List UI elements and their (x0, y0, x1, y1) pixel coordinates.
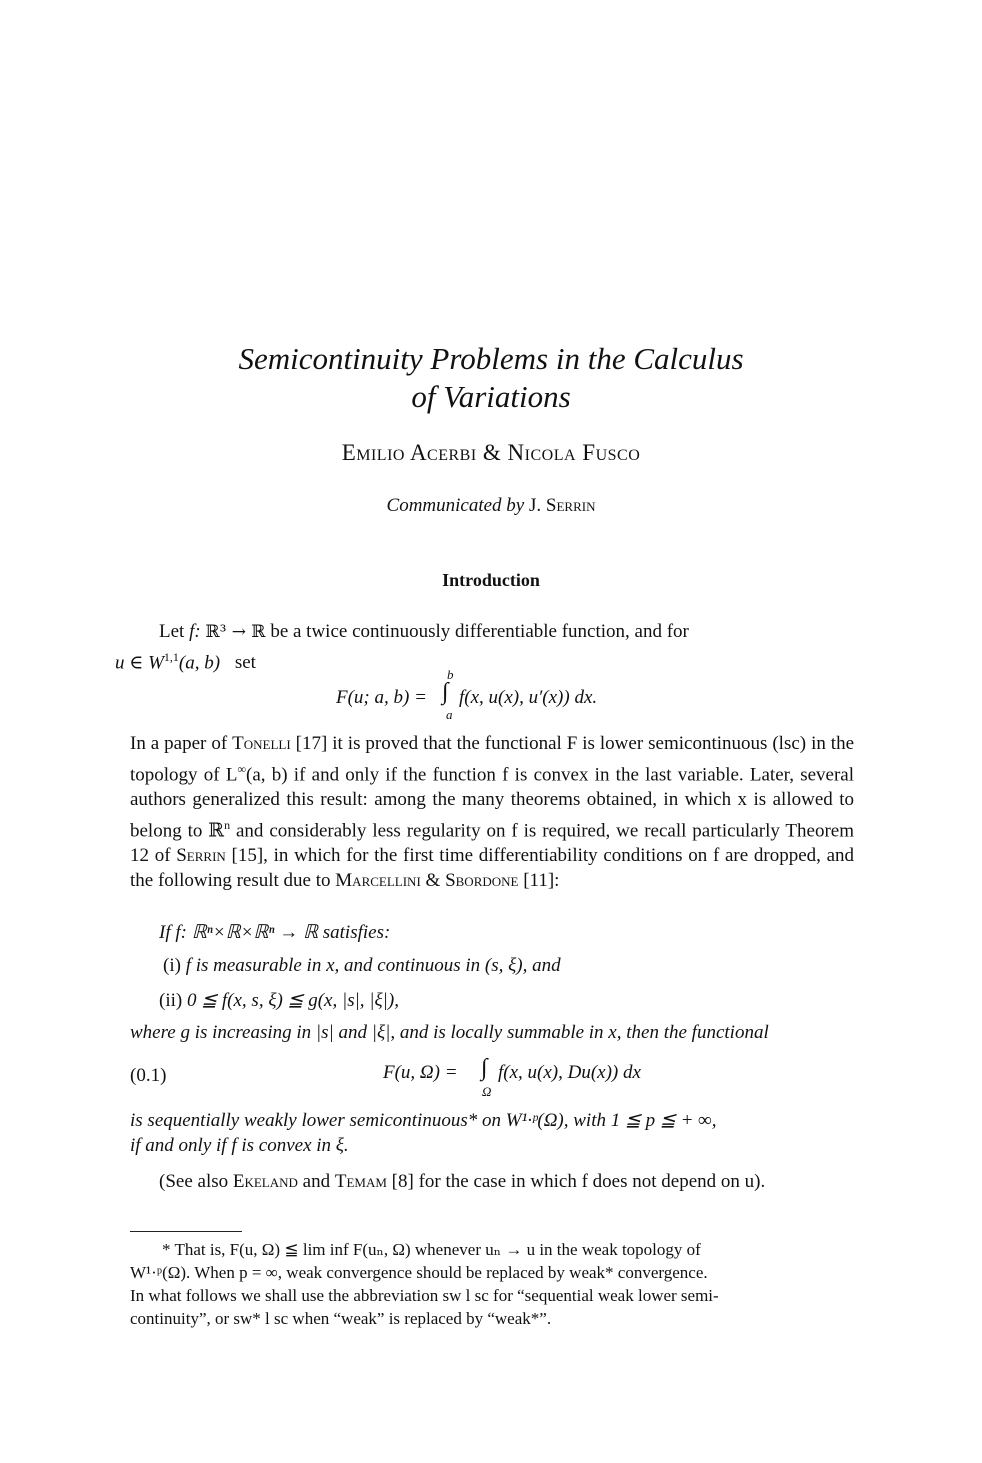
p2-author-ekeland: Ekeland (232, 1171, 298, 1192)
paper-title-line-2: of Variations (411, 379, 571, 414)
p1-text-b: [17] it is proved that the functional F is lower semicontinuous (lsc) in the topology of L (130, 733, 855, 786)
theorem-cond-i (163, 953, 561, 978)
p1-text-a: In a paper of (130, 733, 228, 754)
footnote-rule (130, 1231, 242, 1232)
eq-number: (0.1) (130, 1065, 167, 1086)
intro-line-1 (159, 619, 689, 645)
theorem-conclusion-1: is sequentially weakly lower semicontinuous* on W¹·ᵖ(Ω), with 1 ≦ p ≦ + ∞, (130, 1110, 717, 1131)
paragraph-1 (130, 732, 854, 893)
intro-line1-text: be a twice continuously differentiable function, and for (270, 621, 689, 642)
cond-ii-text: 0 ≦ f(x, s, ξ) ≦ g(x, |s|, |ξ|), (186, 990, 399, 1011)
intro-w-sup: 1,1 (163, 650, 179, 664)
p1-ampersand: & (425, 869, 441, 891)
footnote-line-4: continuity”, or sw* l sc when “weak” is replaced by “weak*”. (130, 1309, 552, 1328)
p2-text-a: (See also (159, 1171, 229, 1192)
eq2-lhs: F(u, Ω) = (383, 1062, 458, 1083)
p1-author-marcellini: Marcellini (335, 869, 421, 891)
intro-let: Let (159, 621, 185, 642)
eq2-rhs: f(x, u(x), Du(x)) dx (498, 1062, 641, 1083)
intro-space: ℝ³ → ℝ (205, 622, 266, 642)
intro-u-in-w: u ∈ W (115, 652, 164, 674)
eq1-rhs: f(x, u(x), u′(x)) dx. (459, 687, 598, 708)
cond-i-text: f is measurable in x, and continuous in (s, ξ), and (185, 955, 561, 976)
intro-line-2 (115, 645, 256, 675)
p1-sup-n: n (224, 817, 231, 832)
communicator-name: J. Serrin (529, 495, 596, 516)
p1-text-d: and considerably less regularity on f is required, we recall particularly Theorem 12 of (130, 820, 855, 866)
p1-text-e: [15], in which for the first time differentiability conditions on f are dropped, and the following result due to (130, 844, 855, 891)
p1-author-tonelli: Tonelli (232, 733, 291, 754)
eq1-lhs: F(u; a, b) = (336, 687, 427, 708)
theorem-if-line: If f: ℝⁿ×ℝ×ℝⁿ → ℝ satisfies: (159, 922, 391, 943)
eq1-integral-sign: ∫ (442, 679, 449, 705)
eq1-upper-limit: b (447, 667, 454, 682)
cond-i-label: (i) (163, 955, 181, 976)
footnote-line-2: W¹·ᵖ(Ω). When p = ∞, weak convergence should be replaced by weak* convergence. (130, 1263, 708, 1282)
p1-text-f: [11]: (523, 869, 560, 891)
p1-sup-inf: ∞ (237, 761, 247, 776)
intro-set: set (234, 652, 256, 674)
p1-author-serrin: Serrin (176, 844, 226, 866)
theorem-where-line: where g is increasing in |s| and |ξ|, and is locally summable in x, then the functional (130, 1022, 769, 1043)
p1-author-sbordone: Sbordone (445, 869, 519, 891)
intro-interval: (a, b) (178, 652, 221, 674)
paragraph-2 (130, 1170, 854, 1195)
cond-ii-label: (ii) (159, 990, 183, 1011)
p1-text-c: (a, b) if and only if the function f is convex in the last variable. Later, several authors generalized this result: among the many theorems obtained, in which x is allowed to belong to ℝ (130, 764, 854, 842)
communicated-by (130, 495, 852, 517)
authors: Emilio Acerbi & Nicola Fusco (341, 440, 641, 465)
intro-func: f: (189, 621, 201, 642)
eq2-integral-sign: ∫ (481, 1055, 488, 1081)
theorem-conclusion-2: if and only if f is convex in ξ. (130, 1135, 349, 1156)
paper-title-line-1: Semicontinuity Problems in the Calculus (238, 341, 744, 376)
eq2-lower-limit: Ω (482, 1084, 492, 1099)
footnote-line-3: In what follows we shall use the abbreviation sw l sc for “sequential weak lower semi- (130, 1286, 719, 1305)
p2-author-temam: Temam (334, 1171, 387, 1192)
p2-and: and (302, 1171, 331, 1192)
footnote-line-1: * That is, F(u, Ω) ≦ lim inf F(uₙ, Ω) whenever uₙ → u in the weak topology of (162, 1240, 701, 1259)
theorem-cond-ii (159, 988, 399, 1013)
p2-text-b: [8] for the case in which f does not depend on u). (391, 1171, 766, 1192)
eq1-lower-limit: a (446, 707, 453, 722)
section-heading: Introduction (442, 570, 540, 590)
communicated-label: Communicated by (386, 495, 525, 516)
